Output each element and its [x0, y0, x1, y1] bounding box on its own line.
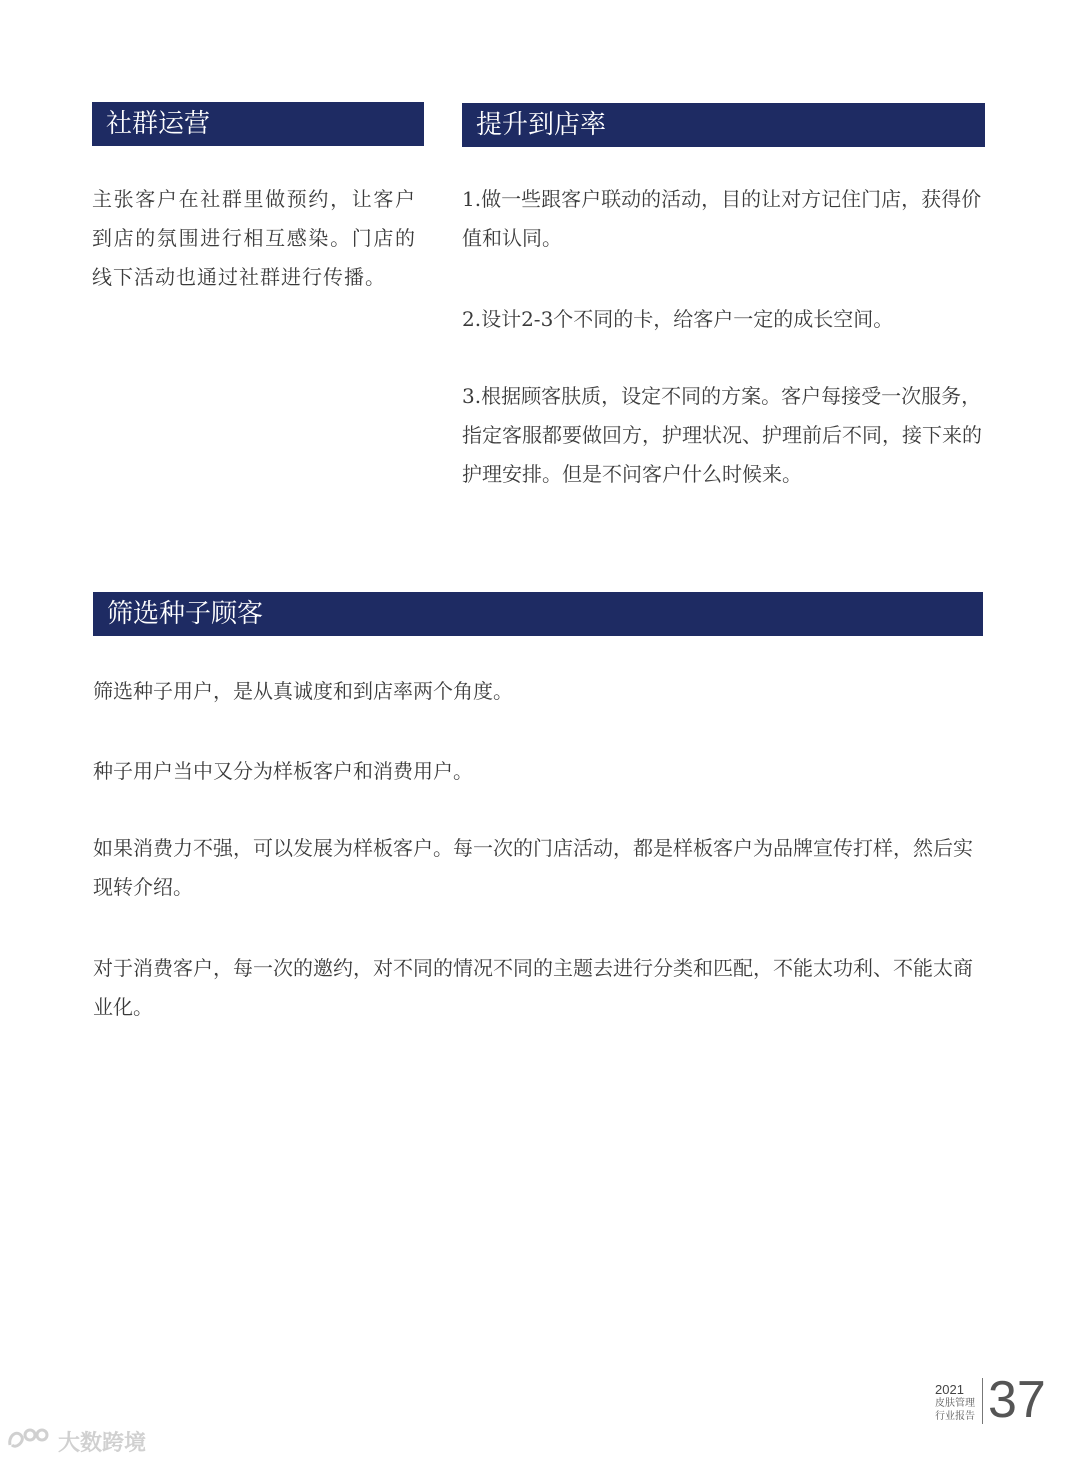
watermark-text: 大数跨境 [58, 1430, 147, 1456]
community-body: 主张客户在社群里做预约，让客户到店的氛围进行相互感染。门店的线下活动也通过社群进行传播。 [92, 187, 416, 289]
store-rate-item-3: 3.根据顾客肤质，设定不同的方案。客户每接受一次服务，指定客服都要做回方，护理状况、护理前后不同，接下来的护理安排。但是不问客户什么时候来。 [462, 384, 982, 486]
seed-paragraph-4: 对于消费客户，每一次的邀约，对不同的情况不同的主题去进行分类和匹配，不能太功利、不能太商业化。 [93, 956, 973, 1019]
section-header-seed [93, 592, 983, 636]
seed-paragraph-1: 筛选种子用户，是从真诚度和到店率两个角度。 [93, 679, 513, 703]
footer-report-line2: 行业报告 [935, 1411, 975, 1422]
footer-year: 2021 [935, 1382, 964, 1397]
section-title: 筛选种子顾客 [107, 599, 264, 629]
section-header-community [92, 102, 424, 146]
footer-report-line1: 皮肤管理 [935, 1398, 975, 1409]
section-title: 提升到店率 [476, 110, 607, 140]
section-title: 社群运营 [106, 109, 211, 139]
watermark [6, 1425, 146, 1457]
seed-paragraph-3: 如果消费力不强，可以发展为样板客户。每一次的门店活动，都是样板客户为品牌宣传打样，然后实现转介绍。 [93, 836, 973, 899]
seed-paragraph-2: 种子用户当中又分为样板客户和消费用户。 [93, 759, 473, 783]
footer-divider [982, 1378, 983, 1424]
store-rate-item-2: 2.设计2-3个不同的卡，给客户一定的成长空间。 [462, 307, 894, 331]
section-header-store-rate [462, 103, 985, 147]
page-number: 37 [988, 1371, 1046, 1429]
watermark-logo-icon [6, 1425, 52, 1457]
store-rate-item-1: 1.做一些跟客户联动的活动，目的让对方记住门店，获得价值和认同。 [462, 187, 982, 250]
